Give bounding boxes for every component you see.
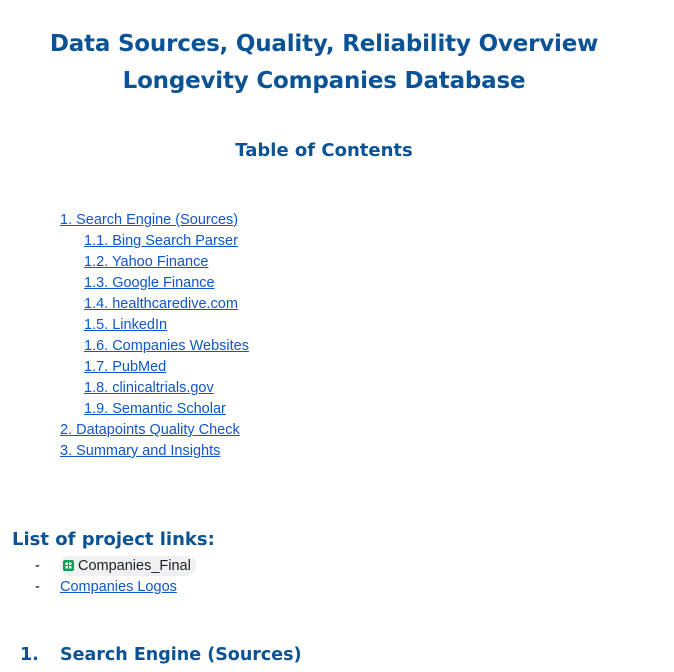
toc-item [0,336,249,357]
toc-link-search-engine[interactable]: 1. Search Engine (Sources) [60,212,239,228]
toc-item [0,210,249,231]
toc-link-linkedin[interactable]: 1.5. LinkedIn [84,317,168,333]
toc-item [0,441,249,462]
section-title: Search Engine (Sources) [60,645,302,665]
table-of-contents [0,210,249,462]
toc-item [0,315,249,336]
project-links-heading: List of project links: [12,529,215,550]
toc-item [0,378,249,399]
chip-label: Companies_Final [78,558,191,574]
toc-link-clinicaltrials[interactable]: 1.8. clinicaltrials.gov [84,380,214,396]
toc-link-companies-websites[interactable]: 1.6. Companies Websites [84,338,249,354]
toc-link-bing-search-parser[interactable]: 1.1. Bing Search Parser [84,233,238,249]
toc-link-datapoints-quality-check[interactable]: 2. Datapoints Quality Check [60,422,240,438]
toc-link-google-finance[interactable]: 1.3. Google Finance [84,275,215,291]
toc-link-yahoo-finance[interactable]: 1.2. Yahoo Finance [84,254,209,270]
list-bullet: - [35,579,40,595]
companies-final-sheet-chip[interactable] [60,556,196,576]
section-number: 1. [20,645,39,665]
toc-item [0,399,249,420]
toc-link-pubmed[interactable]: 1.7. PubMed [84,359,167,375]
toc-item [0,231,249,252]
google-sheets-icon [63,560,74,571]
toc-item [0,273,249,294]
toc-heading: Table of Contents [235,140,413,161]
toc-link-summary-insights[interactable]: 3. Summary and Insights [60,443,221,459]
companies-logos-link[interactable]: Companies Logos [60,579,177,595]
list-bullet: - [35,558,40,574]
document-title: Data Sources, Quality, Reliability Overview [49,31,599,57]
toc-item [0,420,249,441]
toc-item [0,357,249,378]
toc-link-semantic-scholar[interactable]: 1.9. Semantic Scholar [84,401,226,417]
toc-item [0,252,249,273]
toc-item [0,294,249,315]
toc-link-healthcaredive[interactable]: 1.4. healthcaredive.com [84,296,238,312]
document-subtitle: Longevity Companies Database [122,68,526,94]
